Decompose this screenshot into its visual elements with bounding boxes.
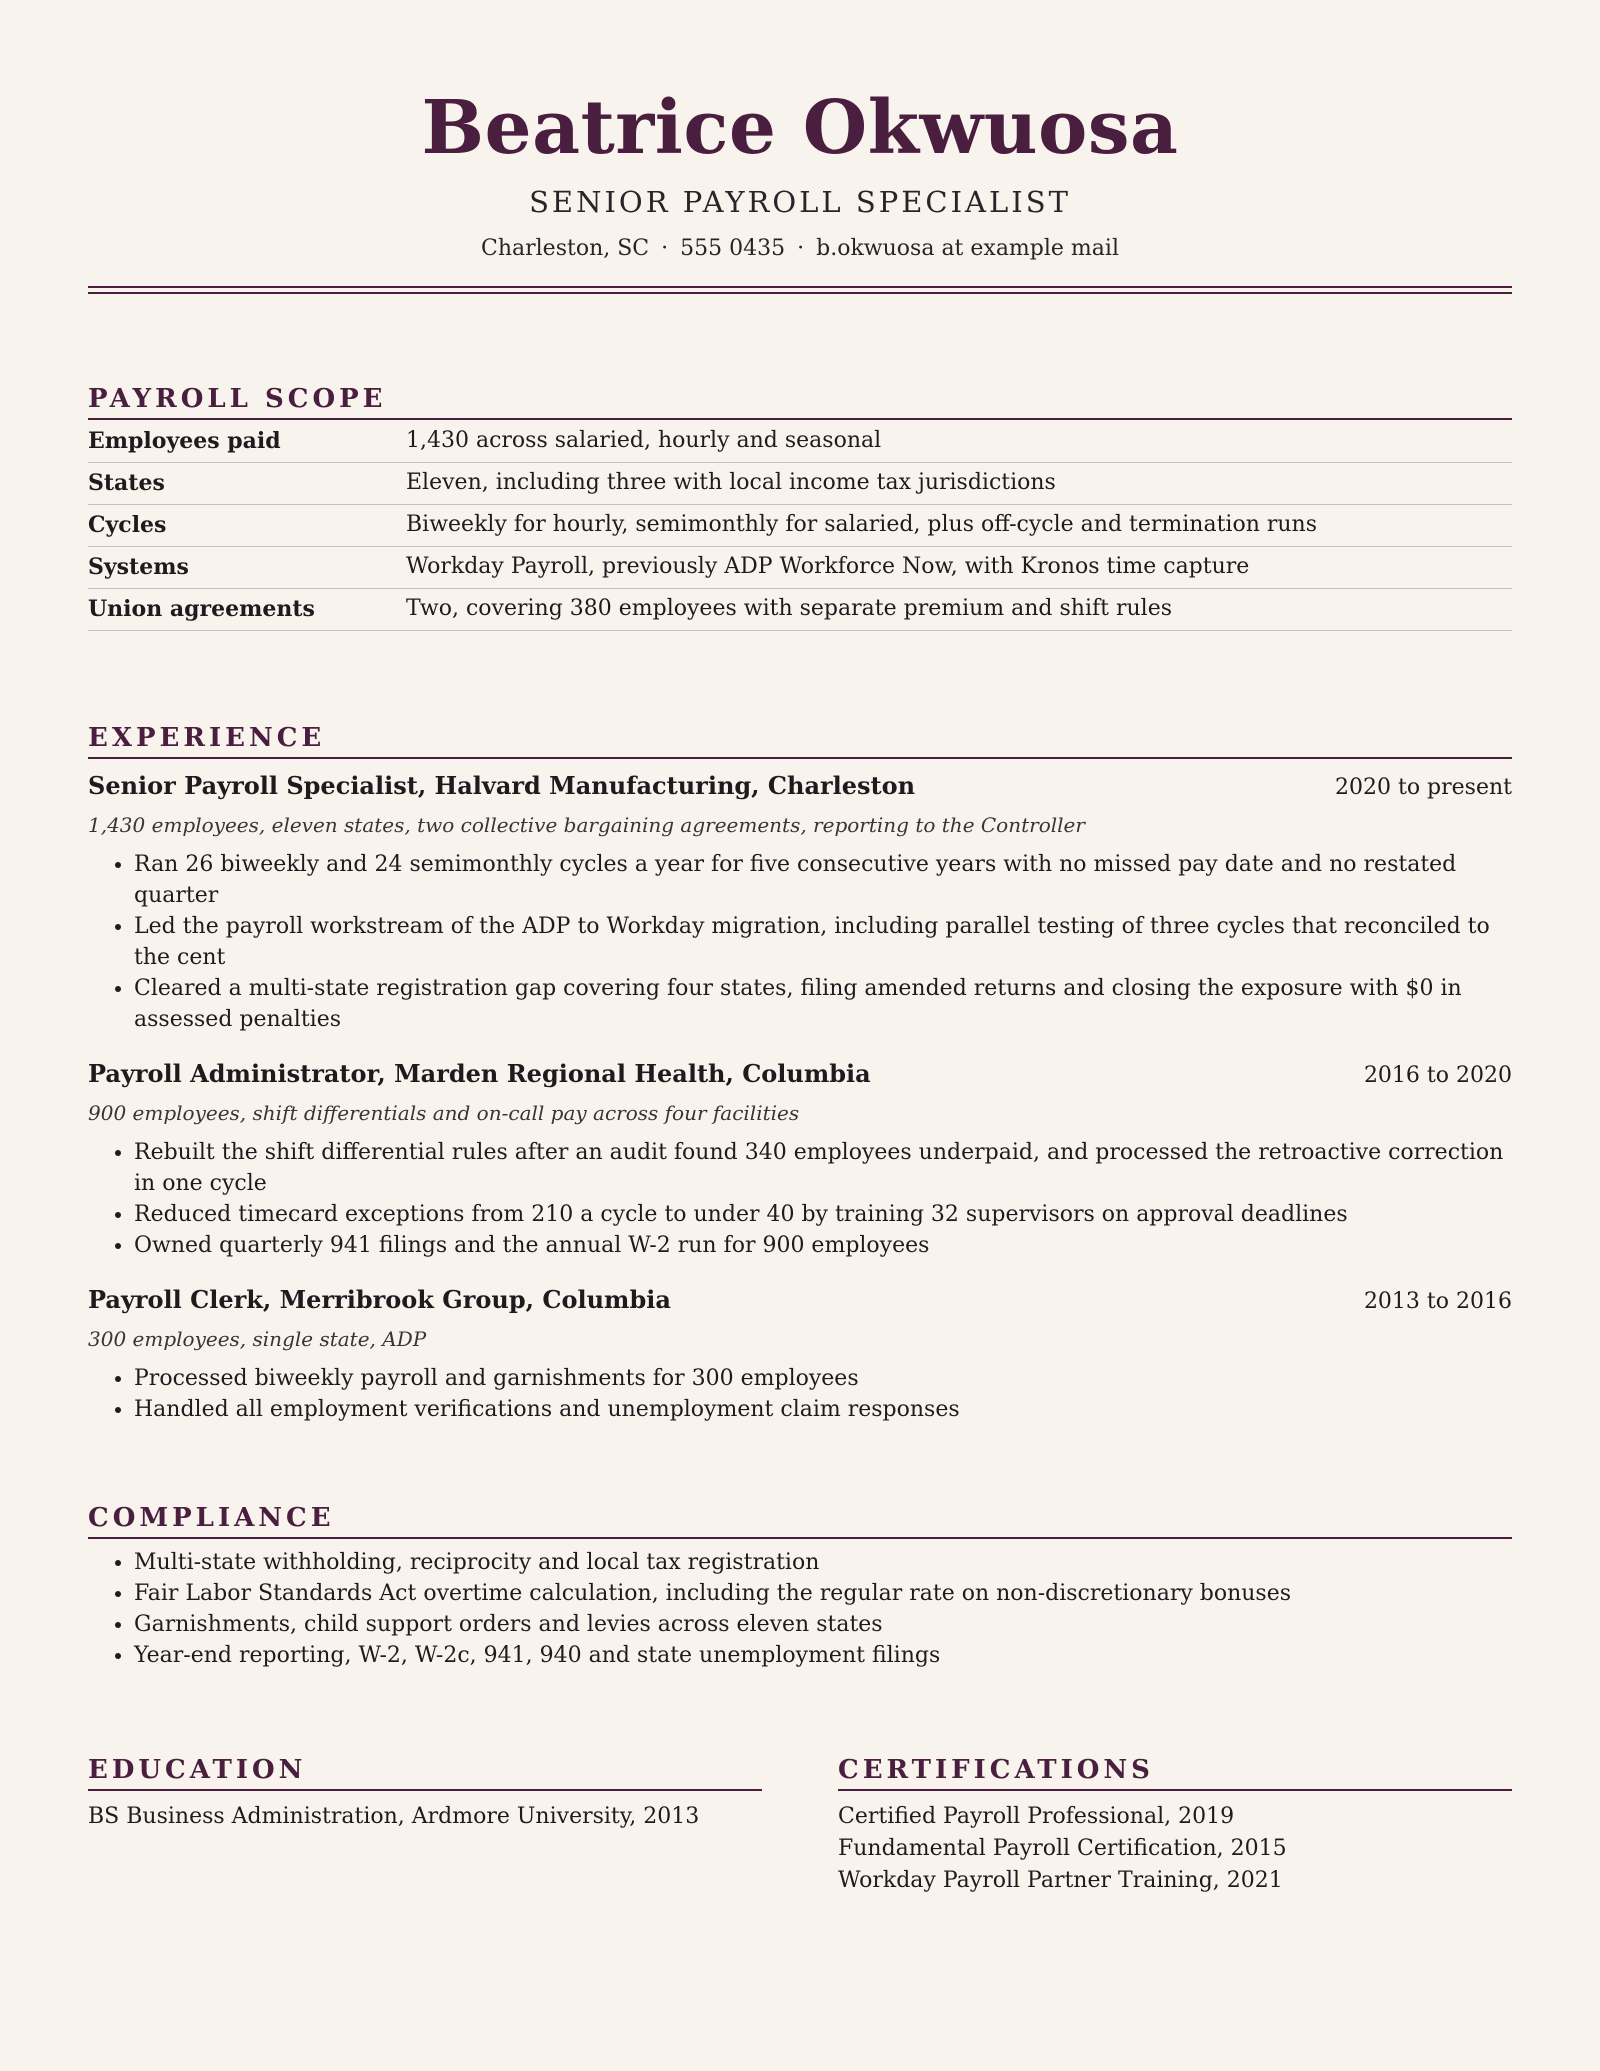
resume-header [88, 0, 1512, 264]
list-item: • Ran 26 biweekly and 24 semimonthly cycles a year for five consecutive years with no missed pay date and no restated quarter [134, 849, 1512, 911]
scope-value: Biweekly for hourly, semimonthly for salaried, plus off-cycle and termination runs [406, 504, 1512, 546]
education-section [88, 1753, 762, 1897]
list-item: • Owned quarterly 941 filings and the annual W-2 run for 900 employees [134, 1230, 1512, 1261]
certification-item: Certified Payroll Professional, 2019 [838, 1803, 1235, 1829]
job-bullets [88, 1137, 1512, 1261]
list-item: • Led the payroll workstream of the ADP to Workday migration, including parallel testing of three cycles that reconciled to the cent [134, 911, 1512, 973]
scope-value: Workday Payroll, previously ADP Workforce Now, with Kronos time capture [406, 546, 1512, 588]
certification-item: Fundamental Payroll Certification, 2015 [838, 1835, 1287, 1861]
job-header [88, 769, 1512, 805]
list-item: • Handled all employment verifications and unemployment claim responses [134, 1394, 1512, 1425]
job-title: Senior Payroll Specialist, Halvard Manufacturing, Charleston [88, 770, 916, 800]
payroll-scope-section [88, 382, 1512, 631]
scope-label: Cycles [88, 504, 406, 546]
contact-line [88, 234, 1512, 264]
table-row [88, 462, 1512, 504]
job-dates: 2013 to 2016 [1363, 1288, 1512, 1314]
job-bullets [88, 1363, 1512, 1425]
job-bullets [88, 849, 1512, 1035]
list-item: • Fair Labor Standards Act overtime calculation, including the regular rate on non-discretionary bonuses [134, 1578, 1512, 1609]
job-header [88, 1057, 1512, 1093]
scope-label: Systems [88, 546, 406, 588]
table-row [88, 504, 1512, 546]
certification-item: Workday Payroll Partner Training, 2021 [838, 1867, 1283, 1893]
list-item: • Cleared a multi-state registration gap covering four states, filing amended returns and closing the exposure with $0 in assessed penalties [134, 973, 1512, 1035]
list-item: • Rebuilt the shift differential rules after an audit found 340 employees underpaid, and processed the retroactive correction in one cycle [134, 1137, 1512, 1199]
list-item: • Garnishments, child support orders and levies across eleven states [134, 1609, 1512, 1640]
job-summary: 300 employees, single state, ADP [88, 1326, 427, 1351]
section-title-certifications: CERTIFICATIONS [838, 1753, 1512, 1791]
certifications-section [838, 1753, 1512, 1897]
bottom-columns [88, 1753, 1512, 1897]
compliance-section [88, 1501, 1512, 1671]
section-title-experience: EXPERIENCE [88, 721, 1512, 759]
job-title: Payroll Administrator, Marden Regional Health, Columbia [88, 1058, 871, 1088]
scope-label: Union agreements [88, 588, 406, 630]
contact-location: Charleston, SC [481, 236, 650, 261]
experience-section [88, 721, 1512, 1425]
education-item: BS Business Administration, Ardmore University, 2013 [88, 1803, 700, 1829]
job-dates: 2020 to present [1335, 774, 1512, 800]
contact-separator: · [661, 236, 669, 261]
section-title-education: EDUCATION [88, 1753, 762, 1791]
list-item: • Processed biweekly payroll and garnishments for 300 employees [134, 1363, 1512, 1394]
contact-phone: 555 0435 [680, 236, 786, 261]
scope-value: Two, covering 380 employees with separate premium and shift rules [406, 588, 1512, 630]
scope-value: 1,430 across salaried, hourly and seasonal [406, 420, 1512, 462]
job-dates: 2016 to 2020 [1363, 1062, 1512, 1088]
candidate-name: Beatrice Okwuosa [421, 85, 1179, 171]
job-header [88, 1283, 1512, 1319]
list-item: • Reduced timecard exceptions from 210 a cycle to under 40 by training 32 supervisors on approval deadlines [134, 1199, 1512, 1230]
job-summary: 1,430 employees, eleven states, two collective bargaining agreements, reporting to the Controller [88, 812, 1085, 837]
contact-email: b.okwuosa at example mail [816, 236, 1119, 261]
section-title-compliance: COMPLIANCE [88, 1501, 1512, 1539]
scope-label: Employees paid [88, 420, 406, 462]
scope-value: Eleven, including three with local income tax jurisdictions [406, 462, 1512, 504]
table-row [88, 546, 1512, 588]
job-summary: 900 employees, shift differentials and on-call pay across four facilities [88, 1100, 800, 1125]
compliance-list [88, 1547, 1512, 1671]
list-item: • Multi-state withholding, reciprocity and local tax registration [134, 1547, 1512, 1578]
payroll-scope-table [88, 420, 1512, 631]
header-divider [88, 286, 1512, 294]
table-row [88, 420, 1512, 462]
job-entry [88, 1283, 1512, 1425]
list-item: • Year-end reporting, W-2, W-2c, 941, 940 and state unemployment filings [134, 1640, 1512, 1671]
job-title: Payroll Clerk, Merribrook Group, Columbia [88, 1284, 671, 1314]
job-entry [88, 769, 1512, 1035]
section-title-payroll-scope: PAYROLL SCOPE [88, 382, 1512, 420]
candidate-role: SENIOR PAYROLL SPECIALIST [529, 185, 1071, 219]
certification-list [838, 1801, 1512, 1897]
scope-label: States [88, 462, 406, 504]
job-entry [88, 1057, 1512, 1261]
table-row [88, 588, 1512, 630]
contact-separator: · [797, 236, 805, 261]
